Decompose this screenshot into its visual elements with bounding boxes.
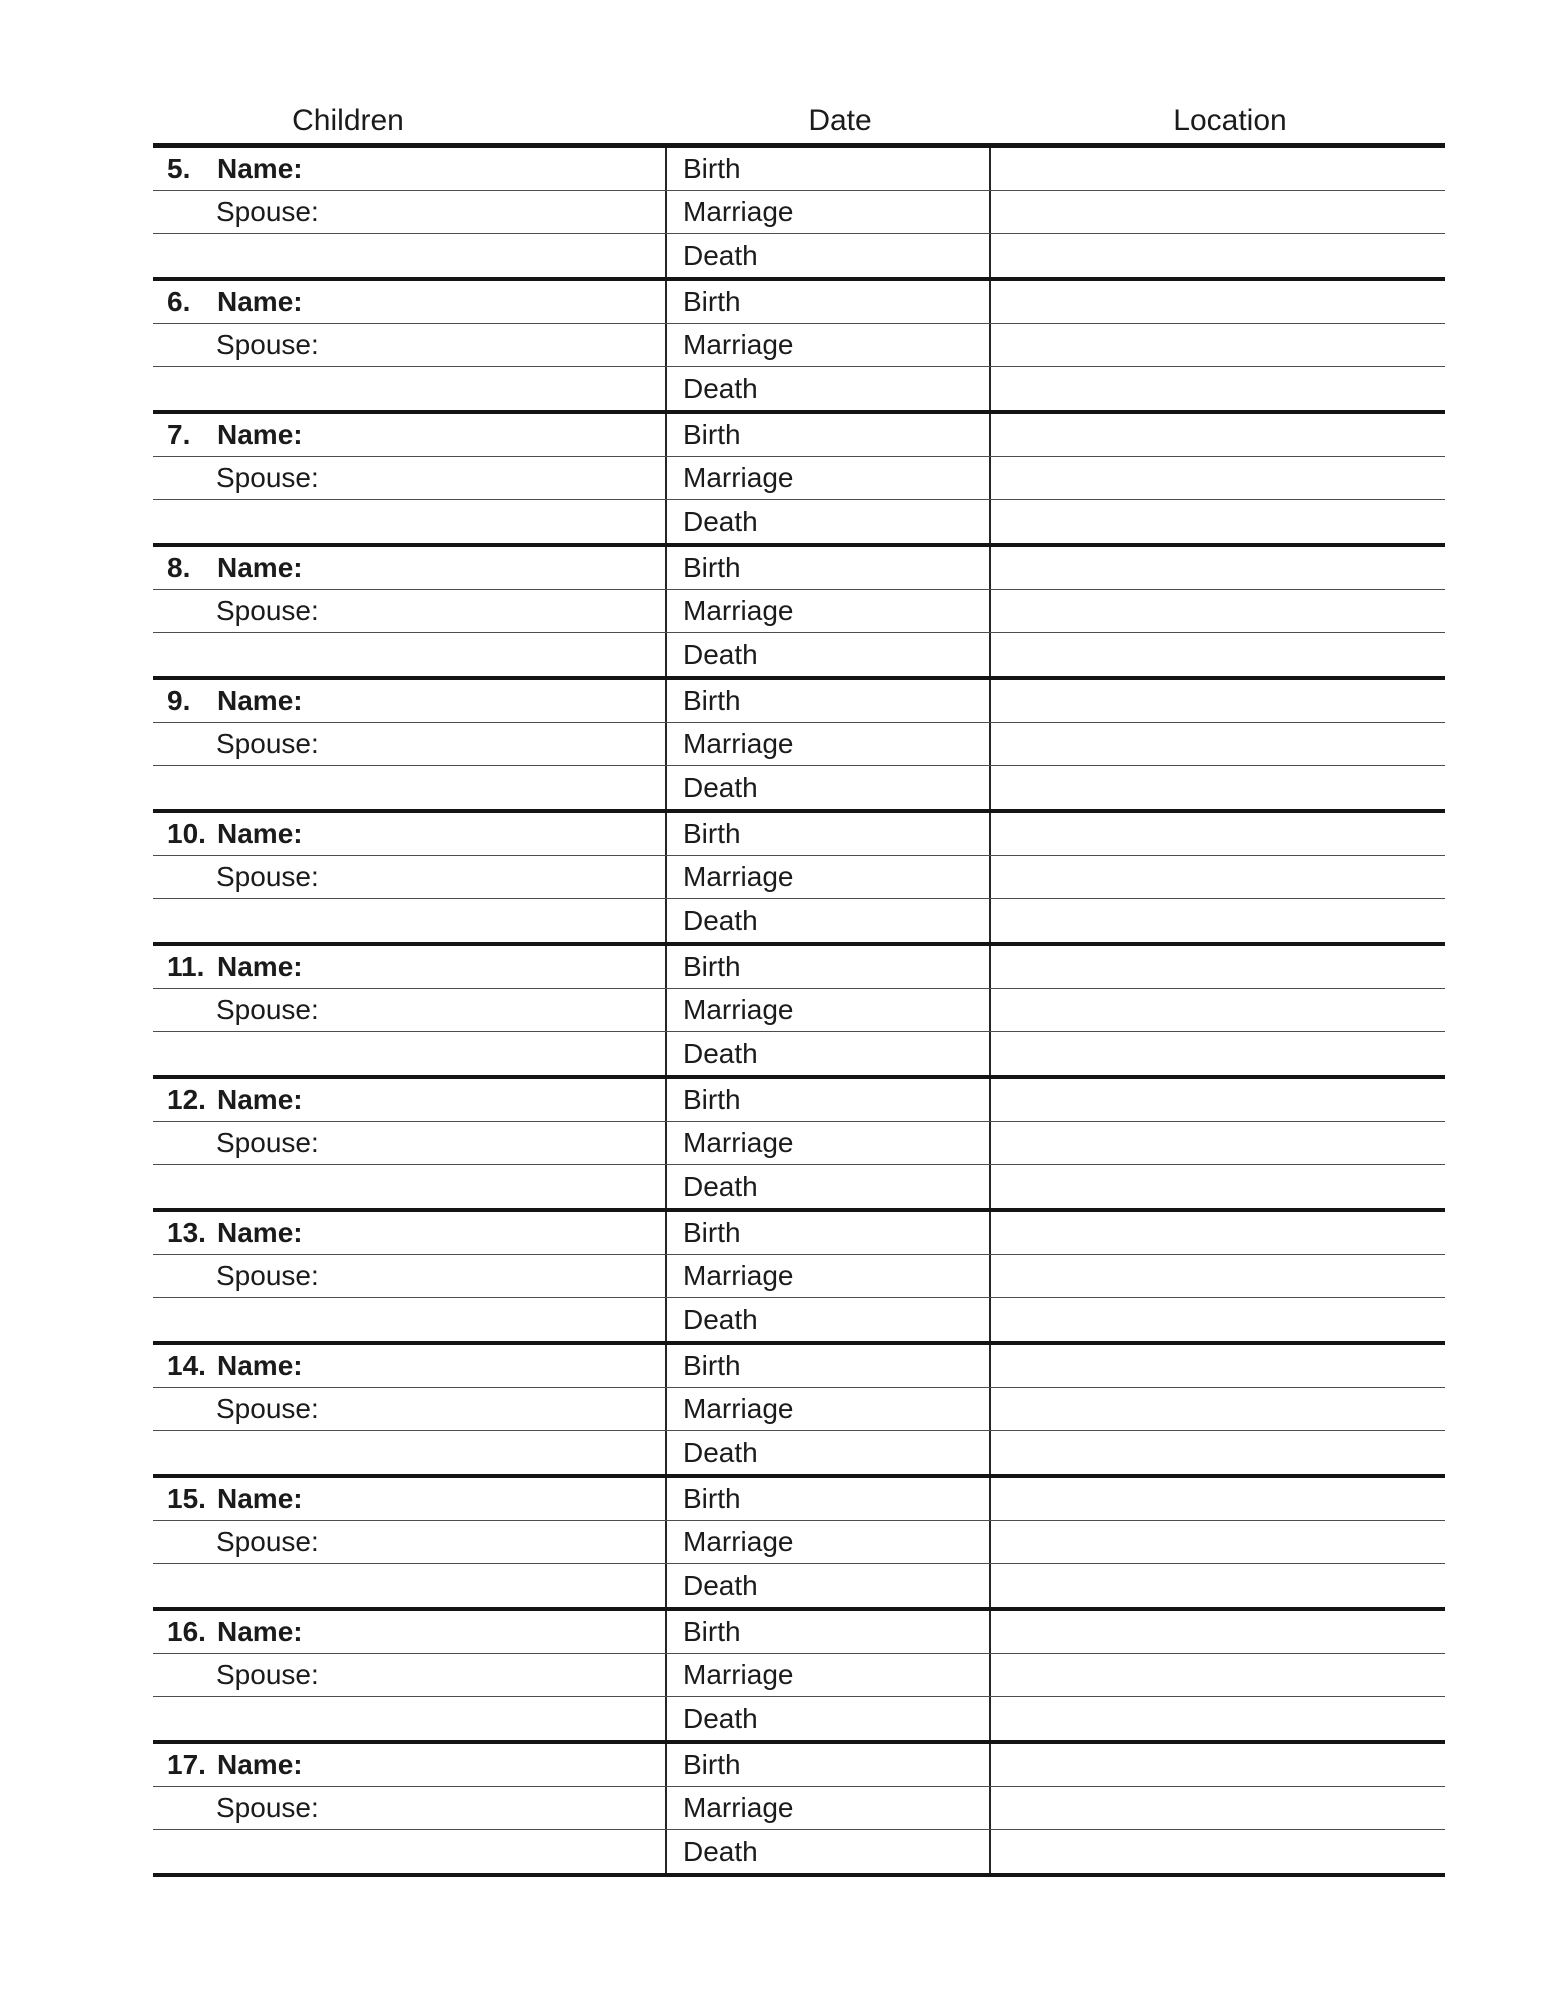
spouse-label: Spouse:: [216, 1659, 319, 1690]
marriage-label: Marriage: [683, 196, 794, 227]
death-location-cell: [991, 234, 1445, 277]
birth-date-cell: [665, 414, 991, 456]
child-number: 5.: [167, 153, 191, 184]
birth-date-cell: [665, 281, 991, 323]
spouse-marriage-row: [153, 324, 1445, 367]
death-blank-cell: [153, 1431, 665, 1474]
child-name-cell: [153, 148, 665, 190]
death-blank-cell: [153, 1298, 665, 1341]
marriage-date-cell: [665, 856, 991, 898]
death-location-cell: [991, 500, 1445, 543]
child-number: 17.: [167, 1749, 206, 1780]
child-number: 12.: [167, 1084, 206, 1115]
birth-label: Birth: [683, 818, 741, 849]
birth-date-cell: [665, 1345, 991, 1387]
spouse-marriage-row: [153, 1521, 1445, 1564]
death-blank-cell: [153, 234, 665, 277]
marriage-label: Marriage: [683, 462, 794, 493]
spouse-marriage-row: [153, 1122, 1445, 1165]
spouse-name-cell: [153, 1787, 665, 1829]
marriage-date-cell: [665, 1122, 991, 1164]
birth-location-cell: [991, 1478, 1445, 1520]
spouse-label: Spouse:: [216, 595, 319, 626]
spouse-marriage-row: [153, 191, 1445, 234]
death-blank-cell: [153, 1564, 665, 1607]
child-number: 7.: [167, 419, 191, 450]
child-name-cell: [153, 1212, 665, 1254]
death-row: [153, 633, 1445, 676]
marriage-location-cell: [991, 1255, 1445, 1297]
name-label: Name:: [217, 1217, 303, 1248]
child-number: 9.: [167, 685, 191, 716]
death-blank-cell: [153, 1165, 665, 1208]
death-label: Death: [683, 771, 758, 803]
spouse-marriage-row: [153, 723, 1445, 766]
death-date-cell: [665, 1165, 991, 1208]
child-entry-group: [153, 148, 1445, 281]
child-name-cell: [153, 547, 665, 589]
child-entry-group: [153, 946, 1445, 1079]
marriage-location-cell: [991, 1388, 1445, 1430]
marriage-label: Marriage: [683, 1659, 794, 1690]
name-label: Name:: [217, 1483, 303, 1514]
child-entry-group: [153, 414, 1445, 547]
birth-location-cell: [991, 281, 1445, 323]
marriage-label: Marriage: [683, 1792, 794, 1823]
child-entry-group: [153, 1611, 1445, 1744]
death-date-cell: [665, 633, 991, 676]
spouse-label: Spouse:: [216, 1127, 319, 1158]
child-entry-group: [153, 1212, 1445, 1345]
child-name-cell: [153, 946, 665, 988]
death-blank-cell: [153, 633, 665, 676]
death-label: Death: [683, 1835, 758, 1867]
spouse-name-cell: [153, 1521, 665, 1563]
child-entry-group: [153, 813, 1445, 946]
spouse-name-cell: [153, 457, 665, 499]
child-number: 13.: [167, 1217, 206, 1248]
marriage-label: Marriage: [683, 329, 794, 360]
marriage-label: Marriage: [683, 994, 794, 1025]
death-row: [153, 1564, 1445, 1607]
marriage-location-cell: [991, 1521, 1445, 1563]
death-label: Death: [683, 505, 758, 537]
marriage-label: Marriage: [683, 1127, 794, 1158]
spouse-marriage-row: [153, 989, 1445, 1032]
spouse-label: Spouse:: [216, 1260, 319, 1291]
name-label: Name:: [217, 552, 303, 583]
child-number: 10.: [167, 818, 206, 849]
death-blank-cell: [153, 766, 665, 809]
name-birth-row: [153, 1744, 1445, 1787]
spouse-name-cell: [153, 1388, 665, 1430]
table-body: [153, 148, 1445, 1877]
death-blank-cell: [153, 899, 665, 942]
marriage-label: Marriage: [683, 1393, 794, 1424]
marriage-date-cell: [665, 191, 991, 233]
birth-date-cell: [665, 1079, 991, 1121]
death-label: Death: [683, 1569, 758, 1601]
marriage-date-cell: [665, 1654, 991, 1696]
date-column-header: Date: [808, 104, 872, 137]
spouse-label: Spouse:: [216, 1393, 319, 1424]
child-name-cell: [153, 1079, 665, 1121]
death-row: [153, 899, 1445, 942]
death-row: [153, 1298, 1445, 1341]
birth-label: Birth: [683, 1084, 741, 1115]
name-birth-row: [153, 414, 1445, 457]
marriage-location-cell: [991, 191, 1445, 233]
name-birth-row: [153, 1212, 1445, 1255]
column-headers: [0, 104, 1556, 143]
child-name-cell: [153, 1478, 665, 1520]
birth-label: Birth: [683, 1350, 741, 1381]
marriage-date-cell: [665, 590, 991, 632]
death-location-cell: [991, 1830, 1445, 1873]
birth-location-cell: [991, 813, 1445, 855]
death-date-cell: [665, 500, 991, 543]
location-column-header: Location: [1173, 104, 1287, 137]
death-label: Death: [683, 1303, 758, 1335]
birth-label: Birth: [683, 153, 741, 184]
name-label: Name:: [217, 1749, 303, 1780]
name-label: Name:: [217, 1084, 303, 1115]
death-label: Death: [683, 904, 758, 936]
name-birth-row: [153, 946, 1445, 989]
child-number: 16.: [167, 1616, 206, 1647]
death-blank-cell: [153, 1032, 665, 1075]
death-label: Death: [683, 1702, 758, 1734]
birth-label: Birth: [683, 951, 741, 982]
birth-location-cell: [991, 1611, 1445, 1653]
child-name-cell: [153, 1345, 665, 1387]
marriage-date-cell: [665, 457, 991, 499]
name-label: Name:: [217, 818, 303, 849]
child-name-cell: [153, 281, 665, 323]
marriage-date-cell: [665, 1255, 991, 1297]
death-location-cell: [991, 633, 1445, 676]
marriage-location-cell: [991, 457, 1445, 499]
name-birth-row: [153, 547, 1445, 590]
marriage-label: Marriage: [683, 728, 794, 759]
spouse-label: Spouse:: [216, 861, 319, 892]
child-number: 15.: [167, 1483, 206, 1514]
birth-label: Birth: [683, 1217, 741, 1248]
death-row: [153, 1431, 1445, 1474]
child-name-cell: [153, 813, 665, 855]
death-blank-cell: [153, 367, 665, 410]
name-birth-row: [153, 281, 1445, 324]
spouse-marriage-row: [153, 590, 1445, 633]
death-location-cell: [991, 1032, 1445, 1075]
death-row: [153, 1165, 1445, 1208]
spouse-name-cell: [153, 1255, 665, 1297]
birth-label: Birth: [683, 1616, 741, 1647]
birth-date-cell: [665, 1478, 991, 1520]
name-birth-row: [153, 1478, 1445, 1521]
marriage-date-cell: [665, 1521, 991, 1563]
child-entry-group: [153, 547, 1445, 680]
birth-label: Birth: [683, 419, 741, 450]
spouse-name-cell: [153, 989, 665, 1031]
death-date-cell: [665, 766, 991, 809]
birth-location-cell: [991, 414, 1445, 456]
spouse-label: Spouse:: [216, 1792, 319, 1823]
birth-label: Birth: [683, 685, 741, 716]
death-row: [153, 1830, 1445, 1873]
children-column-header: Children: [292, 104, 404, 137]
child-number: 6.: [167, 286, 191, 317]
child-number: 11.: [167, 951, 205, 982]
marriage-date-cell: [665, 1388, 991, 1430]
death-location-cell: [991, 899, 1445, 942]
spouse-marriage-row: [153, 1255, 1445, 1298]
death-row: [153, 1697, 1445, 1740]
birth-date-cell: [665, 148, 991, 190]
death-label: Death: [683, 638, 758, 670]
death-date-cell: [665, 1697, 991, 1740]
death-date-cell: [665, 1298, 991, 1341]
marriage-date-cell: [665, 324, 991, 366]
spouse-name-cell: [153, 324, 665, 366]
death-location-cell: [991, 1564, 1445, 1607]
name-birth-row: [153, 1079, 1445, 1122]
spouse-name-cell: [153, 723, 665, 765]
birth-location-cell: [991, 1212, 1445, 1254]
death-date-cell: [665, 1830, 991, 1873]
birth-location-cell: [991, 148, 1445, 190]
death-row: [153, 500, 1445, 543]
death-location-cell: [991, 1298, 1445, 1341]
death-location-cell: [991, 367, 1445, 410]
name-label: Name:: [217, 1616, 303, 1647]
name-label: Name:: [217, 1350, 303, 1381]
marriage-location-cell: [991, 723, 1445, 765]
death-row: [153, 766, 1445, 809]
name-label: Name:: [217, 419, 303, 450]
death-blank-cell: [153, 1830, 665, 1873]
child-entry-group: [153, 1744, 1445, 1877]
children-table: [153, 143, 1445, 1877]
spouse-label: Spouse:: [216, 196, 319, 227]
death-label: Death: [683, 239, 758, 271]
marriage-label: Marriage: [683, 1526, 794, 1557]
birth-date-cell: [665, 813, 991, 855]
child-name-cell: [153, 1611, 665, 1653]
death-blank-cell: [153, 1697, 665, 1740]
marriage-location-cell: [991, 1122, 1445, 1164]
birth-location-cell: [991, 547, 1445, 589]
spouse-name-cell: [153, 1122, 665, 1164]
birth-date-cell: [665, 680, 991, 722]
death-location-cell: [991, 1431, 1445, 1474]
death-label: Death: [683, 1170, 758, 1202]
spouse-marriage-row: [153, 856, 1445, 899]
marriage-location-cell: [991, 856, 1445, 898]
child-entry-group: [153, 1079, 1445, 1212]
child-name-cell: [153, 680, 665, 722]
spouse-name-cell: [153, 590, 665, 632]
marriage-date-cell: [665, 1787, 991, 1829]
marriage-location-cell: [991, 989, 1445, 1031]
name-birth-row: [153, 813, 1445, 856]
name-label: Name:: [217, 153, 303, 184]
birth-date-cell: [665, 946, 991, 988]
spouse-name-cell: [153, 1654, 665, 1696]
marriage-date-cell: [665, 723, 991, 765]
death-label: Death: [683, 1436, 758, 1468]
death-date-cell: [665, 1032, 991, 1075]
spouse-marriage-row: [153, 1654, 1445, 1697]
death-date-cell: [665, 1564, 991, 1607]
death-row: [153, 1032, 1445, 1075]
spouse-marriage-row: [153, 1787, 1445, 1830]
death-date-cell: [665, 367, 991, 410]
name-birth-row: [153, 680, 1445, 723]
child-entry-group: [153, 1478, 1445, 1611]
name-label: Name:: [217, 685, 303, 716]
death-date-cell: [665, 234, 991, 277]
child-number: 14.: [167, 1350, 206, 1381]
birth-location-cell: [991, 680, 1445, 722]
spouse-name-cell: [153, 856, 665, 898]
birth-date-cell: [665, 1744, 991, 1786]
birth-location-cell: [991, 946, 1445, 988]
name-label: Name:: [217, 951, 303, 982]
spouse-label: Spouse:: [216, 1526, 319, 1557]
birth-label: Birth: [683, 286, 741, 317]
name-birth-row: [153, 1611, 1445, 1654]
marriage-date-cell: [665, 989, 991, 1031]
child-entry-group: [153, 680, 1445, 813]
spouse-marriage-row: [153, 1388, 1445, 1431]
birth-location-cell: [991, 1744, 1445, 1786]
death-label: Death: [683, 1037, 758, 1069]
death-row: [153, 234, 1445, 277]
death-location-cell: [991, 1697, 1445, 1740]
birth-date-cell: [665, 1611, 991, 1653]
spouse-marriage-row: [153, 457, 1445, 500]
birth-location-cell: [991, 1079, 1445, 1121]
spouse-name-cell: [153, 191, 665, 233]
birth-date-cell: [665, 1212, 991, 1254]
spouse-label: Spouse:: [216, 462, 319, 493]
death-label: Death: [683, 372, 758, 404]
marriage-location-cell: [991, 324, 1445, 366]
marriage-location-cell: [991, 590, 1445, 632]
spouse-label: Spouse:: [216, 329, 319, 360]
marriage-location-cell: [991, 1654, 1445, 1696]
death-location-cell: [991, 766, 1445, 809]
birth-label: Birth: [683, 552, 741, 583]
birth-label: Birth: [683, 1749, 741, 1780]
death-date-cell: [665, 899, 991, 942]
child-number: 8.: [167, 552, 191, 583]
marriage-location-cell: [991, 1787, 1445, 1829]
child-name-cell: [153, 414, 665, 456]
name-birth-row: [153, 1345, 1445, 1388]
child-name-cell: [153, 1744, 665, 1786]
child-entry-group: [153, 1345, 1445, 1478]
marriage-label: Marriage: [683, 595, 794, 626]
child-entry-group: [153, 281, 1445, 414]
spouse-label: Spouse:: [216, 994, 319, 1025]
name-label: Name:: [217, 286, 303, 317]
spouse-label: Spouse:: [216, 728, 319, 759]
marriage-label: Marriage: [683, 861, 794, 892]
marriage-label: Marriage: [683, 1260, 794, 1291]
death-blank-cell: [153, 500, 665, 543]
birth-location-cell: [991, 1345, 1445, 1387]
birth-label: Birth: [683, 1483, 741, 1514]
death-row: [153, 367, 1445, 410]
birth-date-cell: [665, 547, 991, 589]
death-date-cell: [665, 1431, 991, 1474]
name-birth-row: [153, 148, 1445, 191]
death-location-cell: [991, 1165, 1445, 1208]
